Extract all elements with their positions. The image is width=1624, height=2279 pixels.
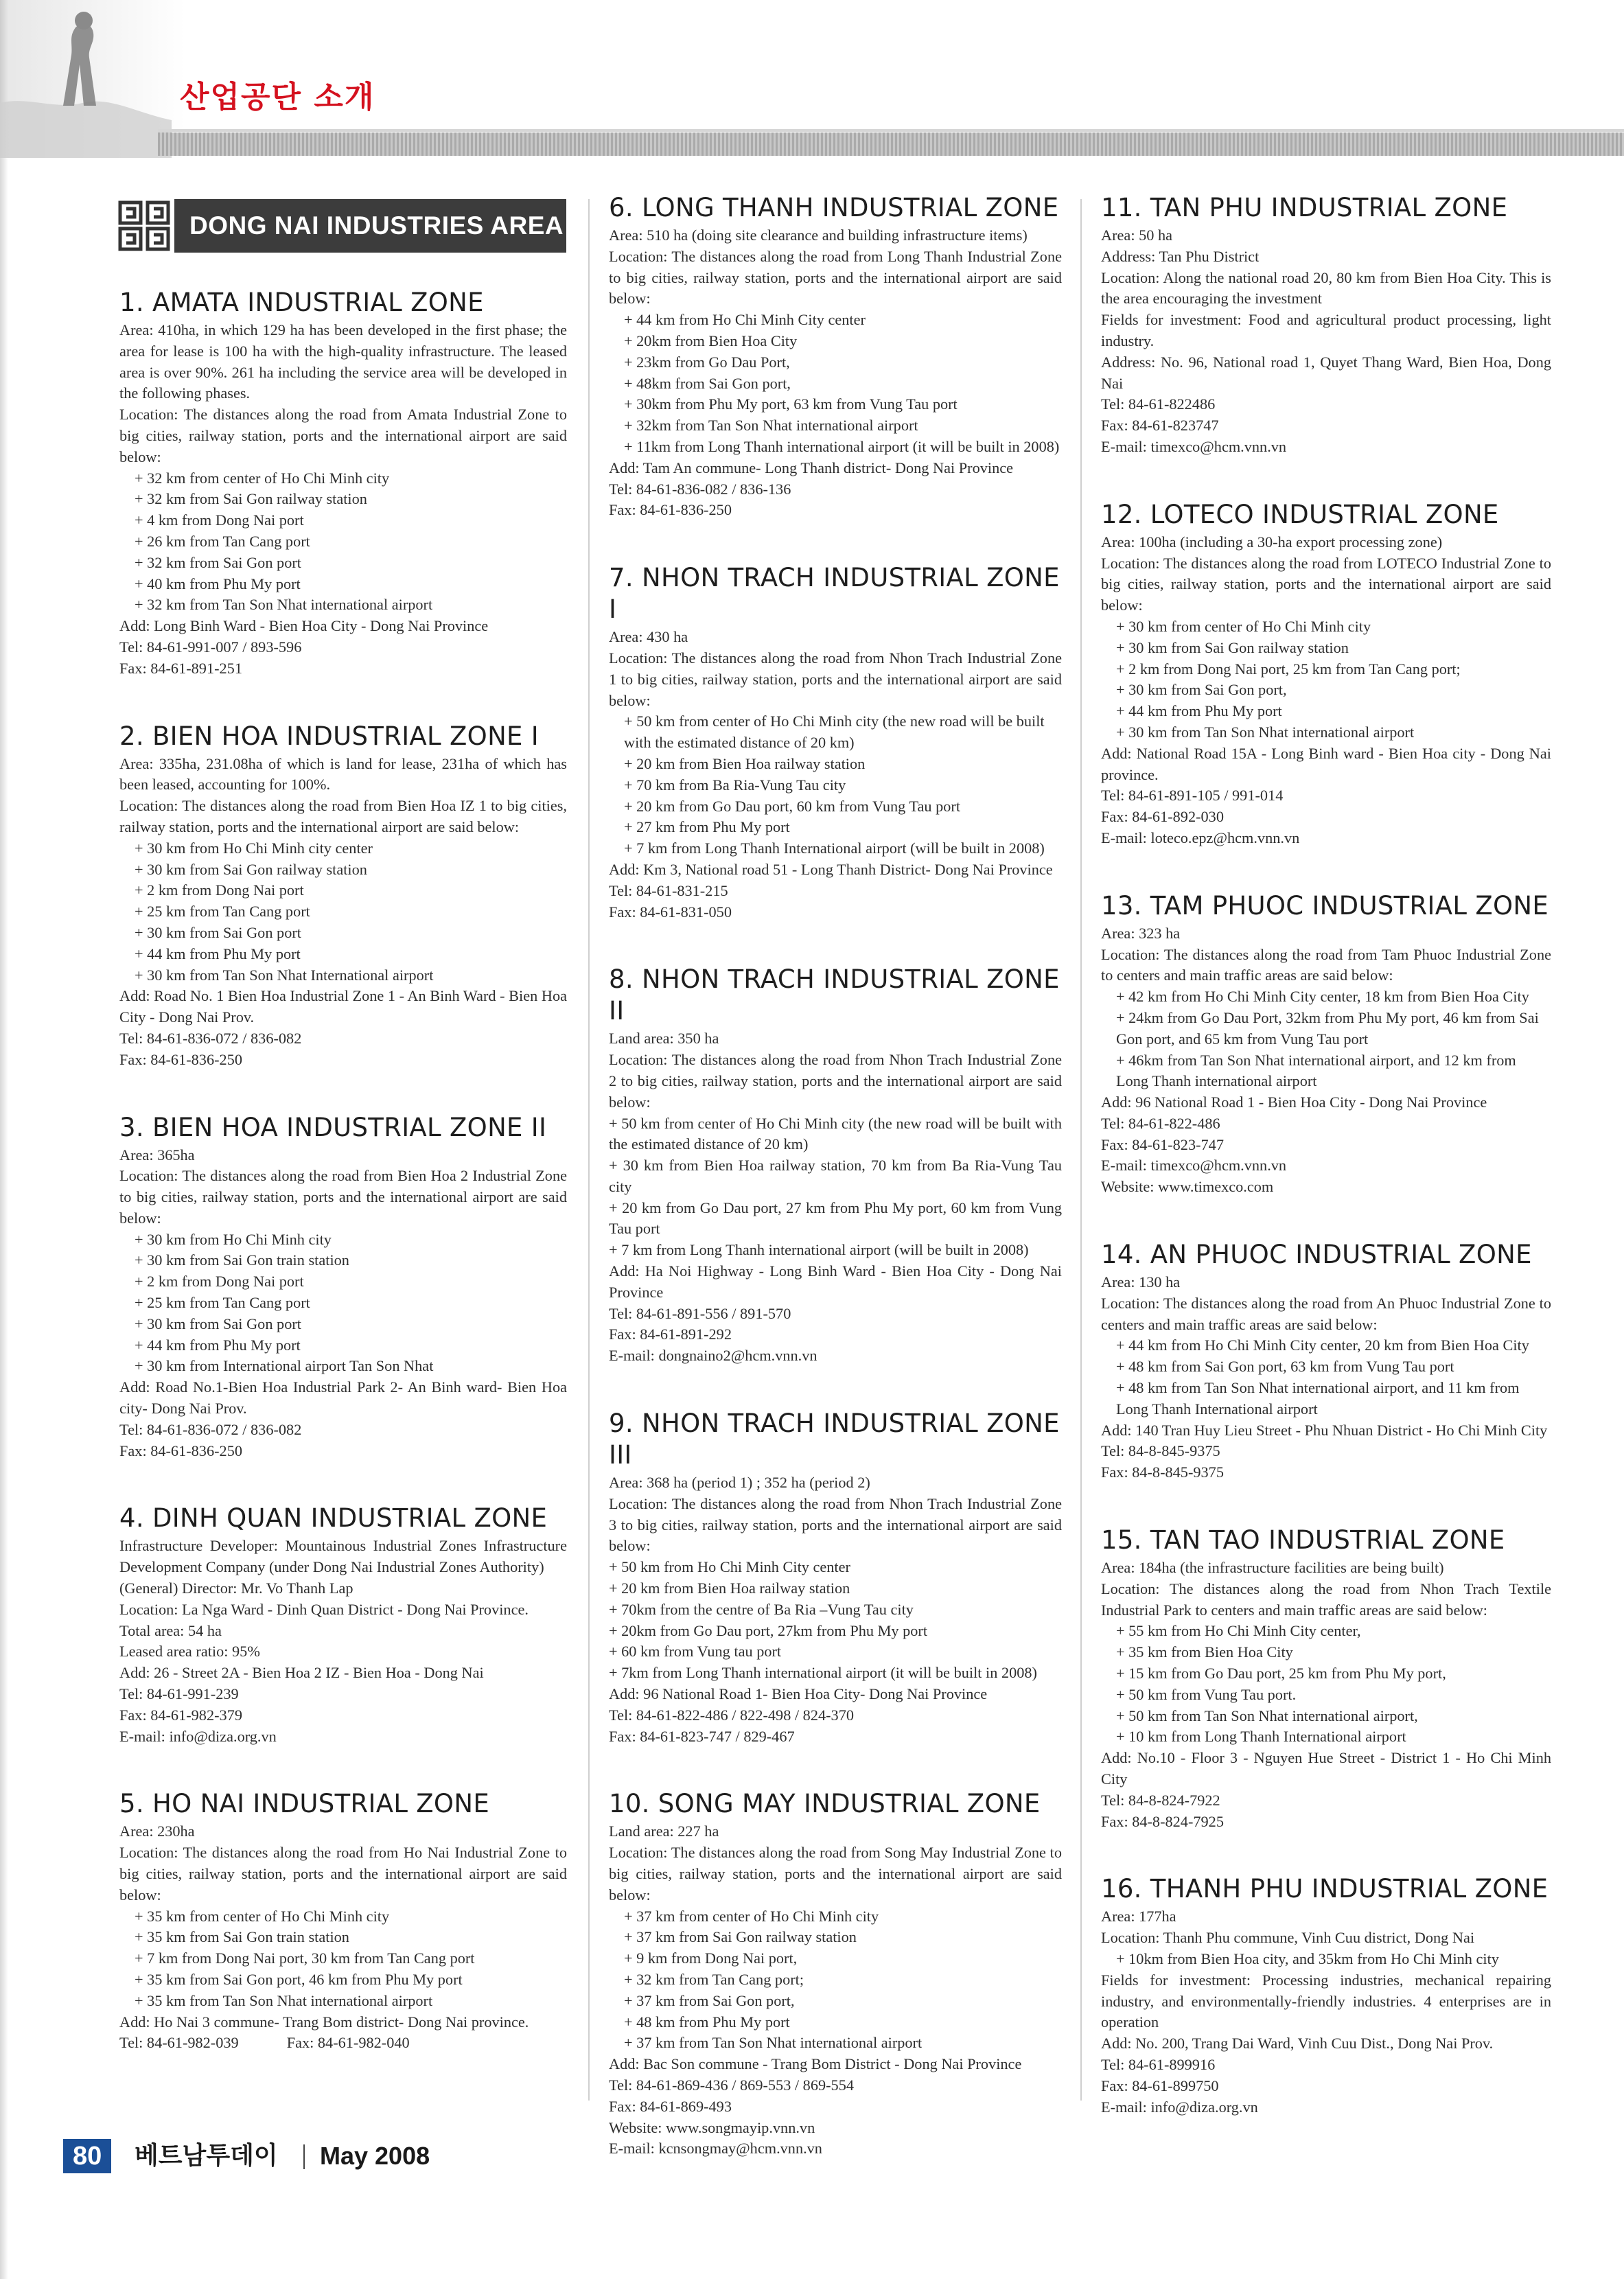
zone-text: Fax: 84-61-982-379 bbox=[119, 1706, 242, 1724]
distance-item: + 7 km from Dong Nai port, 30 km from Tan Cang port bbox=[135, 1950, 475, 1967]
contact-line: Fax: 84-61-823-747 bbox=[1101, 1135, 1224, 1153]
contact-line: Add: Bac Son commune - Trang Bom District - Dong Nai Province bbox=[609, 2055, 1022, 2073]
zone-title: 11. TAN PHU INDUSTRIAL ZONE bbox=[1101, 193, 1508, 222]
distance-item: + 55 km from Ho Chi Minh City center, bbox=[1116, 1622, 1361, 1640]
zone-text: Area: 368 ha (period 1) ; 352 ha (period 2) bbox=[609, 1474, 870, 1492]
distance-item: + 30 km from Sai Gon train station bbox=[135, 1251, 349, 1269]
distance-item: + 48km from Sai Gon port, bbox=[624, 374, 791, 392]
zone-text: Location: The distances along the road from Amata Industrial Zone to big cities, railway station, ports and the international airport are said below: bbox=[119, 406, 567, 465]
decorative-knot-icon bbox=[117, 199, 172, 253]
zone-text: Area: 100ha (including a 30-ha export processing zone) bbox=[1101, 533, 1443, 551]
zone-text: Location: The distances along the road from An Phuoc Industrial Zone to centers and main traffic areas are said below: bbox=[1101, 1294, 1551, 1333]
distance-item: + 50 km from Tan Son Nhat international airport, bbox=[1116, 1707, 1418, 1724]
column-1 bbox=[119, 287, 567, 2095]
zone-text: + 20km from Go Dau port, 27km from Phu My port bbox=[609, 1621, 928, 1639]
zone-text: Area: 130 ha bbox=[1101, 1273, 1181, 1291]
zone-entry bbox=[1101, 1239, 1551, 1483]
distance-item: + 9 km from Dong Nai port, bbox=[624, 1950, 798, 1967]
zone-text: Leased area ratio: 95% bbox=[119, 1643, 260, 1661]
zone-entry bbox=[119, 721, 567, 1071]
zone-text: + 7km from Long Thanh international airport (it will be built in 2008) bbox=[609, 1664, 1037, 1682]
zone-title: 4. DINH QUAN INDUSTRIAL ZONE bbox=[119, 1503, 548, 1534]
contact-line: Add: National Road 15A - Long Binh ward - Bien Hoa city - Dong Nai province. bbox=[1101, 744, 1551, 783]
zone-text: Total area: 54 ha bbox=[119, 1621, 222, 1639]
zone-text: Area: 323 ha bbox=[1101, 924, 1181, 942]
contact-line: Tel: 84-61-836-072 / 836-082 bbox=[119, 1420, 302, 1438]
distance-item: + 35 km from center of Ho Chi Minh city bbox=[135, 1907, 390, 1925]
zone-text: E-mail: dongnaino2@hcm.vnn.vn bbox=[609, 1347, 817, 1365]
column-divider bbox=[588, 199, 590, 2101]
zone-text: Address: Tan Phu District bbox=[1101, 247, 1260, 265]
zone-text: Location: The distances along the road from Long Thanh Industrial Zone to big cities, railway station, ports and the international airport are said below: bbox=[609, 247, 1062, 308]
distance-item: + 70 km from Ba Ria-Vung Tau city bbox=[624, 776, 846, 794]
zone-text: + 30 km from Bien Hoa railway station, 70 km from Ba Ria-Vung Tau city bbox=[609, 1157, 1062, 1195]
zone-text: Location: La Nga Ward - Dinh Quan District - Dong Nai Province. bbox=[119, 1600, 529, 1618]
zone-text: + 7 km from Long Thanh international airport (will be built in 2008) bbox=[609, 1241, 1029, 1259]
zone-text: E-mail: timexco@hcm.vnn.vn bbox=[1101, 437, 1287, 455]
zone-entry bbox=[609, 964, 1062, 1367]
distance-item: + 46km from Tan Son Nhat international airport, and 12 km from Long Thanh international airport bbox=[1116, 1051, 1516, 1090]
distance-item: + 44 km from Phu My port bbox=[1116, 702, 1282, 720]
zone-text: Land area: 350 ha bbox=[609, 1030, 719, 1048]
zone-text: + 50 km from Ho Chi Minh City center bbox=[609, 1558, 850, 1576]
zone-text: Area: 335ha, 231.08ha of which is land for lease, 231ha of which has been leased, accounting for 100%. bbox=[119, 754, 567, 794]
distance-item: + 37 km from Tan Son Nhat international airport bbox=[624, 2034, 923, 2052]
tel-line: Tel: 84-61-982-039 bbox=[119, 2034, 239, 2052]
zone-entry bbox=[119, 1112, 567, 1462]
zone-entry bbox=[1101, 1525, 1551, 1832]
distance-item: + 4 km from Dong Nai port bbox=[135, 511, 304, 529]
zone-text: Add: Ha Noi Highway - Long Binh Ward - Bien Hoa City - Dong Nai Province bbox=[609, 1262, 1062, 1301]
distance-item: + 30 km from Sai Gon railway station bbox=[135, 860, 367, 878]
distance-item: + 37 km from Sai Gon railway station bbox=[624, 1928, 857, 1946]
distance-item: + 44 km from Phu My port bbox=[135, 1336, 301, 1354]
zone-text: E-mail: info@diza.org.vn bbox=[119, 1727, 277, 1745]
zone-text: Tel: 84-61-899916 bbox=[1101, 2055, 1216, 2073]
zone-text: Location: Thanh Phu commune, Vinh Cuu district, Dong Nai bbox=[1101, 1929, 1475, 1947]
area-title: DONG NAI INDUSTRIES AREA bbox=[174, 199, 566, 253]
contact-line: Website: www.timexco.com bbox=[1101, 1178, 1274, 1196]
magazine-name: 베트남투데이 bbox=[135, 2142, 278, 2170]
zone-title: 8. NHON TRACH INDUSTRIAL ZONE II bbox=[609, 964, 1060, 1026]
zone-text: Location: The distances along the road from Ho Nai Industrial Zone to big cities, railway station, ports and the international airport are said below: bbox=[119, 1844, 567, 1904]
distance-item: + 30 km from Sai Gon port, bbox=[1116, 681, 1287, 699]
footer-separator bbox=[303, 2144, 305, 2169]
distance-item: + 44 km from Ho Chi Minh City center, 20 km from Bien Hoa City bbox=[1116, 1337, 1529, 1354]
column-2 bbox=[609, 192, 1062, 2201]
area-banner bbox=[117, 199, 566, 253]
zone-text: Location: The distances along the road from Tam Phuoc Industrial Zone to centers and main traffic areas are said below: bbox=[1101, 945, 1551, 984]
distance-item: + 37 km from Sai Gon port, bbox=[624, 1991, 795, 2009]
distance-item: + 30 km from Ho Chi Minh city bbox=[135, 1230, 332, 1248]
contact-line: Add: Ho Nai 3 commune- Trang Bom district- Dong Nai province. bbox=[119, 2013, 529, 2031]
zone-text: + 20 km from Go Dau port, 27 km from Phu My port, 60 km from Vung Tau port bbox=[609, 1199, 1062, 1238]
zone-title: 2. BIEN HOA INDUSTRIAL ZONE I bbox=[119, 721, 539, 751]
distance-item: + 32 km from Sai Gon port bbox=[135, 553, 301, 571]
contact-line: Tel: 84-61-891-105 / 991-014 bbox=[1101, 787, 1284, 805]
contact-line: Add: Road No.1-Bien Hoa Industrial Park 2- An Binh ward- Bien Hoa city- Dong Nai Prov. bbox=[119, 1378, 567, 1418]
zone-text: (General) Director: Mr. Vo Thanh Lap bbox=[119, 1580, 353, 1597]
zone-text: Infrastructure Developer: Mountainous Industrial Zones Infrastructure Development Company (under Dong Nai Industrial Zones Authority) bbox=[119, 1537, 567, 1576]
zone-text: Location: The distances along the road from Bien Hoa IZ 1 to big cities, railway station, ports and the international airport are said below: bbox=[119, 797, 567, 835]
column-divider bbox=[1080, 199, 1082, 2101]
contact-line: Add: Tam An commune- Long Thanh district- Dong Nai Province bbox=[609, 459, 1014, 476]
contact-line: Fax: 84-61-869-493 bbox=[609, 2097, 732, 2115]
contact-line: Tel: 84-61-822-486 bbox=[1101, 1114, 1220, 1132]
zone-text: Area: 177ha bbox=[1101, 1908, 1176, 1925]
contact-line: Fax: 84-61-836-250 bbox=[609, 501, 732, 519]
zone-text: Location: The distances along the road from LOTECO Industrial Zone to big cities, railway station, ports and the international airport are said below: bbox=[1101, 554, 1551, 614]
zone-text: Land area: 227 ha bbox=[609, 1823, 719, 1840]
contact-line: Website: www.songmayip.vnn.vn bbox=[609, 2118, 815, 2136]
distance-item: + 30km from Phu My port, 63 km from Vung Tau port bbox=[624, 395, 958, 413]
distance-item: + 2 km from Dong Nai port bbox=[135, 1273, 304, 1291]
distance-item: + 48 km from Tan Son Nhat international airport, and 11 km from Long Thanh International airport bbox=[1116, 1379, 1520, 1418]
distance-item: + 20km from Bien Hoa City bbox=[624, 332, 798, 349]
zone-text: + 50 km from center of Ho Chi Minh city (the new road will be built with the estimated distance of 20 km) bbox=[609, 1114, 1062, 1153]
contact-line: Tel: 84-8-845-9375 bbox=[1101, 1442, 1220, 1460]
zone-text: Tel: 84-61-822-486 / 822-498 / 824-370 bbox=[609, 1706, 855, 1724]
zone-text: Area: 184ha (the infrastructure facilities are being built) bbox=[1101, 1559, 1444, 1577]
zone-entry bbox=[1101, 890, 1551, 1198]
distance-item: + 20 km from Bien Hoa railway station bbox=[624, 754, 866, 772]
zone-title: 15. TAN TAO INDUSTRIAL ZONE bbox=[1101, 1525, 1505, 1555]
zone-entry bbox=[1101, 1873, 1551, 2118]
zone-title: 3. BIEN HOA INDUSTRIAL ZONE II bbox=[119, 1112, 547, 1142]
contact-line: Add: No.10 - Floor 3 - Nguyen Hue Street - District 1 - Ho Chi Minh City bbox=[1101, 1749, 1551, 1788]
distance-item: + 48 km from Phu My port bbox=[624, 2013, 790, 2031]
zone-text: Address: No. 96, National road 1, Quyet Thang Ward, Bien Hoa, Dong Nai bbox=[1101, 353, 1551, 392]
zone-entry bbox=[1101, 499, 1551, 849]
page-number: 80 bbox=[63, 2139, 111, 2173]
distance-item: + 27 km from Phu My port bbox=[624, 818, 790, 836]
zone-entry bbox=[609, 1408, 1062, 1747]
distance-item: + 25 km from Tan Cang port bbox=[135, 1294, 310, 1312]
distance-item: + 30 km from Sai Gon port bbox=[135, 1315, 301, 1332]
zone-entry bbox=[1101, 192, 1551, 458]
zone-text: E-mail: info@diza.org.vn bbox=[1101, 2098, 1258, 2116]
distance-item: + 40 km from Phu My port bbox=[135, 575, 301, 592]
distance-item: + 32km from Tan Son Nhat international airport bbox=[624, 417, 918, 435]
zone-entry bbox=[119, 287, 567, 680]
contact-line: Tel: 84-8-824-7922 bbox=[1101, 1791, 1220, 1809]
distance-item: + 24km from Go Dau Port, 32km from Phu My port, 46 km from Sai Gon port, and 65 km from Vung Tau port bbox=[1116, 1008, 1539, 1048]
distance-item: + 35 km from Sai Gon port, 46 km from Phu My port bbox=[135, 1971, 463, 1988]
zone-text: Location: The distances along the road from Nhon Trach Industrial Zone 3 to big cities, railway station, ports and the international airport are said below: bbox=[609, 1494, 1062, 1555]
zone-title: 9. NHON TRACH INDUSTRIAL ZONE III bbox=[609, 1409, 1060, 1470]
zone-text: Fax: 84-61-823-747 / 829-467 bbox=[609, 1727, 795, 1745]
contact-line: Fax: 84-61-831-050 bbox=[609, 903, 732, 921]
contact-line: Fax: 84-61-836-250 bbox=[119, 1442, 242, 1459]
contact-line: Tel: 84-61-991-007 / 893-596 bbox=[119, 638, 302, 656]
distance-item: + 44 km from Ho Chi Minh City center bbox=[624, 311, 866, 329]
contact-line: E-mail: loteco.epz@hcm.vnn.vn bbox=[1101, 829, 1300, 846]
zone-entry bbox=[609, 562, 1062, 923]
contact-line: E-mail: kcnsongmay@hcm.vnn.vn bbox=[609, 2140, 822, 2157]
contact-line: Tel: 84-61-831-215 bbox=[609, 881, 728, 899]
zone-title: 7. NHON TRACH INDUSTRIAL ZONE I bbox=[609, 563, 1060, 625]
contact-row bbox=[119, 2033, 567, 2054]
zone-text: Location: The distances along the road from Nhon Trach Textile Industrial Park to centers and main traffic areas are said below: bbox=[1101, 1580, 1551, 1619]
zone-text: Tel: 84-61-891-556 / 891-570 bbox=[609, 1304, 791, 1322]
distance-item: + 30 km from International airport Tan Son Nhat bbox=[135, 1357, 434, 1375]
distance-item: + 2 km from Dong Nai port bbox=[135, 881, 304, 899]
distance-item: + 7 km from Long Thanh International airport (will be built in 2008) bbox=[624, 840, 1045, 857]
zone-text: Tel: 84-61-991-239 bbox=[119, 1685, 239, 1703]
distance-item: + 35 km from Tan Son Nhat international airport bbox=[135, 1991, 433, 2009]
zone-title: 1. AMATA INDUSTRIAL ZONE bbox=[119, 288, 484, 317]
contact-line: Fax: 84-8-824-7925 bbox=[1101, 1812, 1224, 1830]
contact-line: Add: Road No. 1 Bien Hoa Industrial Zone 1 - An Binh Ward - Bien Hoa City - Dong Nai Prov. bbox=[119, 987, 567, 1026]
zone-title: 16. THANH PHU INDUSTRIAL ZONE bbox=[1101, 1874, 1548, 1904]
distance-item: + 23km from Go Dau Port, bbox=[624, 353, 790, 371]
distance-item: + 30 km from center of Ho Chi Minh city bbox=[1116, 617, 1371, 635]
zone-title: 10. SONG MAY INDUSTRIAL ZONE bbox=[609, 1789, 1041, 1819]
header-band bbox=[158, 132, 1624, 156]
zone-text: Area: 230ha bbox=[119, 1823, 195, 1840]
distance-item: + 30 km from Sai Gon railway station bbox=[1116, 638, 1349, 656]
fax-line: Fax: 84-61-982-040 bbox=[286, 2034, 410, 2052]
distance-item: + 42 km from Ho Chi Minh City center, 18 km from Bien Hoa City bbox=[1116, 988, 1529, 1006]
distance-item: + 37 km from center of Ho Chi Minh city bbox=[624, 1907, 879, 1925]
scan-edge bbox=[0, 0, 8, 2279]
zone-text: Location: The distances along the road from Nhon Trach Industrial Zone 1 to big cities, railway station, ports and the international airport are said below: bbox=[609, 649, 1062, 709]
distance-item: + 50 km from Vung Tau port. bbox=[1116, 1685, 1297, 1703]
zone-entry bbox=[609, 192, 1062, 521]
distance-item: + 32 km from Sai Gon railway station bbox=[135, 490, 367, 508]
zone-title: 12. LOTECO INDUSTRIAL ZONE bbox=[1101, 499, 1499, 529]
distance-item: + 15 km from Go Dau port, 25 km from Phu My port, bbox=[1116, 1665, 1446, 1682]
zone-text: + 60 km from Vung tau port bbox=[609, 1643, 782, 1661]
contact-line: Fax: 84-61-891-251 bbox=[119, 659, 242, 677]
distance-item: + 20 km from Go Dau port, 60 km from Vung Tau port bbox=[624, 797, 961, 815]
zone-text: Area: 365ha bbox=[119, 1146, 195, 1164]
zone-text: Location: The distances along the road from Song May Industrial Zone to big cities, railway station, ports and the international airport are said below: bbox=[609, 1844, 1062, 1904]
zone-text: Fields for investment: Processing industries, mechanical repairing industry, and environmentally-friendly industries. 4 enterprises are in operation bbox=[1101, 1971, 1551, 2031]
zone-text: Fields for investment: Food and agricultural product processing, light industry. bbox=[1101, 311, 1551, 349]
zone-text: Area: 510 ha (doing site clearance and building infrastructure items) bbox=[609, 227, 1028, 244]
zone-title: 6. LONG THANH INDUSTRIAL ZONE bbox=[609, 193, 1059, 222]
distance-item: + 35 km from Sai Gon train station bbox=[135, 1928, 349, 1946]
distance-item: + 50 km from center of Ho Chi Minh city (the new road will be built with the estimated distance of 20 km) bbox=[624, 713, 1045, 752]
zone-text: + 10km from Bien Hoa city, and 35km from Ho Chi Minh city bbox=[1116, 1950, 1499, 1967]
zone-title: 13. TAM PHUOC INDUSTRIAL ZONE bbox=[1101, 890, 1549, 921]
zone-title: 5. HO NAI INDUSTRIAL ZONE bbox=[119, 1789, 490, 1819]
distance-item: + 30 km from Sai Gon port bbox=[135, 923, 301, 941]
zone-text: + 70km from the centre of Ba Ria –Vung Tau city bbox=[609, 1600, 914, 1618]
zone-entry bbox=[119, 1503, 567, 1747]
contact-line: Add: 96 National Road 1 - Bien Hoa City - Dong Nai Province bbox=[1101, 1094, 1487, 1111]
distance-item: + 35 km from Bien Hoa City bbox=[1116, 1643, 1293, 1661]
distance-item: + 44 km from Phu My port bbox=[135, 945, 301, 962]
zone-entry bbox=[609, 1788, 1062, 2160]
contact-line: Fax: 84-61-836-250 bbox=[119, 1050, 242, 1068]
zone-text: Fax: 84-61-899750 bbox=[1101, 2076, 1219, 2094]
distance-item: + 11km from Long Thanh international airport (it will be built in 2008) bbox=[624, 437, 1060, 455]
zone-text: Add: 96 National Road 1- Bien Hoa City- Dong Nai Province bbox=[609, 1685, 988, 1703]
distance-item: + 48 km from Sai Gon port, 63 km from Vung Tau port bbox=[1116, 1358, 1454, 1376]
zone-text: Tel: 84-61-822486 bbox=[1101, 395, 1216, 413]
contact-line: Tel: 84-61-836-072 / 836-082 bbox=[119, 1029, 302, 1047]
distance-item: + 32 km from Tan Cang port; bbox=[624, 1971, 804, 1988]
contact-line: Add: Long Binh Ward - Bien Hoa City - Dong Nai Province bbox=[119, 617, 489, 635]
contact-line: Add: Km 3, National road 51 - Long Thanh District- Dong Nai Province bbox=[609, 860, 1053, 878]
contact-line: Tel: 84-61-869-436 / 869-553 / 869-554 bbox=[609, 2076, 855, 2094]
column-3 bbox=[1101, 192, 1551, 2159]
header-band-edge bbox=[158, 129, 1624, 132]
distance-item: + 30 km from Tan Son Nhat international airport bbox=[1116, 723, 1415, 741]
distance-item: + 25 km from Tan Cang port bbox=[135, 903, 310, 921]
distance-item: + 2 km from Dong Nai port, 25 km from Tan Cang port; bbox=[1116, 660, 1461, 678]
issue-date: May 2008 bbox=[320, 2142, 430, 2170]
zone-text: Add: 26 - Street 2A - Bien Hoa 2 IZ - Bien Hoa - Dong Nai bbox=[119, 1664, 484, 1682]
contact-line: Add: 140 Tran Huy Lieu Street - Phu Nhuan District - Ho Chi Minh City bbox=[1101, 1421, 1548, 1439]
zone-title: 14. AN PHUOC INDUSTRIAL ZONE bbox=[1101, 1240, 1532, 1270]
distance-item: + 10 km from Long Thanh International airport bbox=[1116, 1728, 1406, 1746]
zone-text: Area: 50 ha bbox=[1101, 227, 1173, 244]
distance-item: + 32 km from Tan Son Nhat international airport bbox=[135, 596, 433, 614]
section-title: 산업공단 소개 bbox=[180, 80, 375, 115]
zone-text: Area: 410ha, in which 129 ha has been developed in the first phase; the area for lease is 100 ha with the high-quality infrastructure. The leased area is over 90%. 261 ha including the service area will be developed in the following phases. bbox=[119, 321, 567, 402]
distance-item: + 30 km from Tan Son Nhat International airport bbox=[135, 966, 434, 984]
distance-item: + 30 km from Ho Chi Minh city center bbox=[135, 839, 373, 857]
zone-text: Location: Along the national road 20, 80 km from Bien Hoa City. This is the area encouraging the investment bbox=[1101, 268, 1551, 308]
zone-entry bbox=[119, 1788, 567, 2054]
zone-text: Fax: 84-61-891-292 bbox=[609, 1326, 732, 1343]
contact-line: E-mail: timexco@hcm.vnn.vn bbox=[1101, 1157, 1287, 1175]
zone-text: Area: 430 ha bbox=[609, 628, 688, 646]
zone-text: Location: The distances along the road from Bien Hoa 2 Industrial Zone to big cities, railway station, ports and the international airport are said below: bbox=[119, 1167, 567, 1227]
contact-line: Tel: 84-61-836-082 / 836-136 bbox=[609, 480, 791, 498]
distance-item: + 32 km from center of Ho Chi Minh city bbox=[135, 469, 390, 487]
zone-text: + 20 km from Bien Hoa railway station bbox=[609, 1580, 850, 1597]
zone-text: Fax: 84-61-823747 bbox=[1101, 417, 1219, 435]
distance-item: + 26 km from Tan Cang port bbox=[135, 532, 310, 550]
zone-text: Location: The distances along the road from Nhon Trach Industrial Zone 2 to big cities, railway station, ports and the international airport are said below: bbox=[609, 1051, 1062, 1111]
contact-line: Fax: 84-8-845-9375 bbox=[1101, 1464, 1224, 1481]
contact-line: Fax: 84-61-892-030 bbox=[1101, 808, 1224, 826]
zone-text: Add: No. 200, Trang Dai Ward, Vinh Cuu Dist., Dong Nai Prov. bbox=[1101, 2035, 1494, 2052]
